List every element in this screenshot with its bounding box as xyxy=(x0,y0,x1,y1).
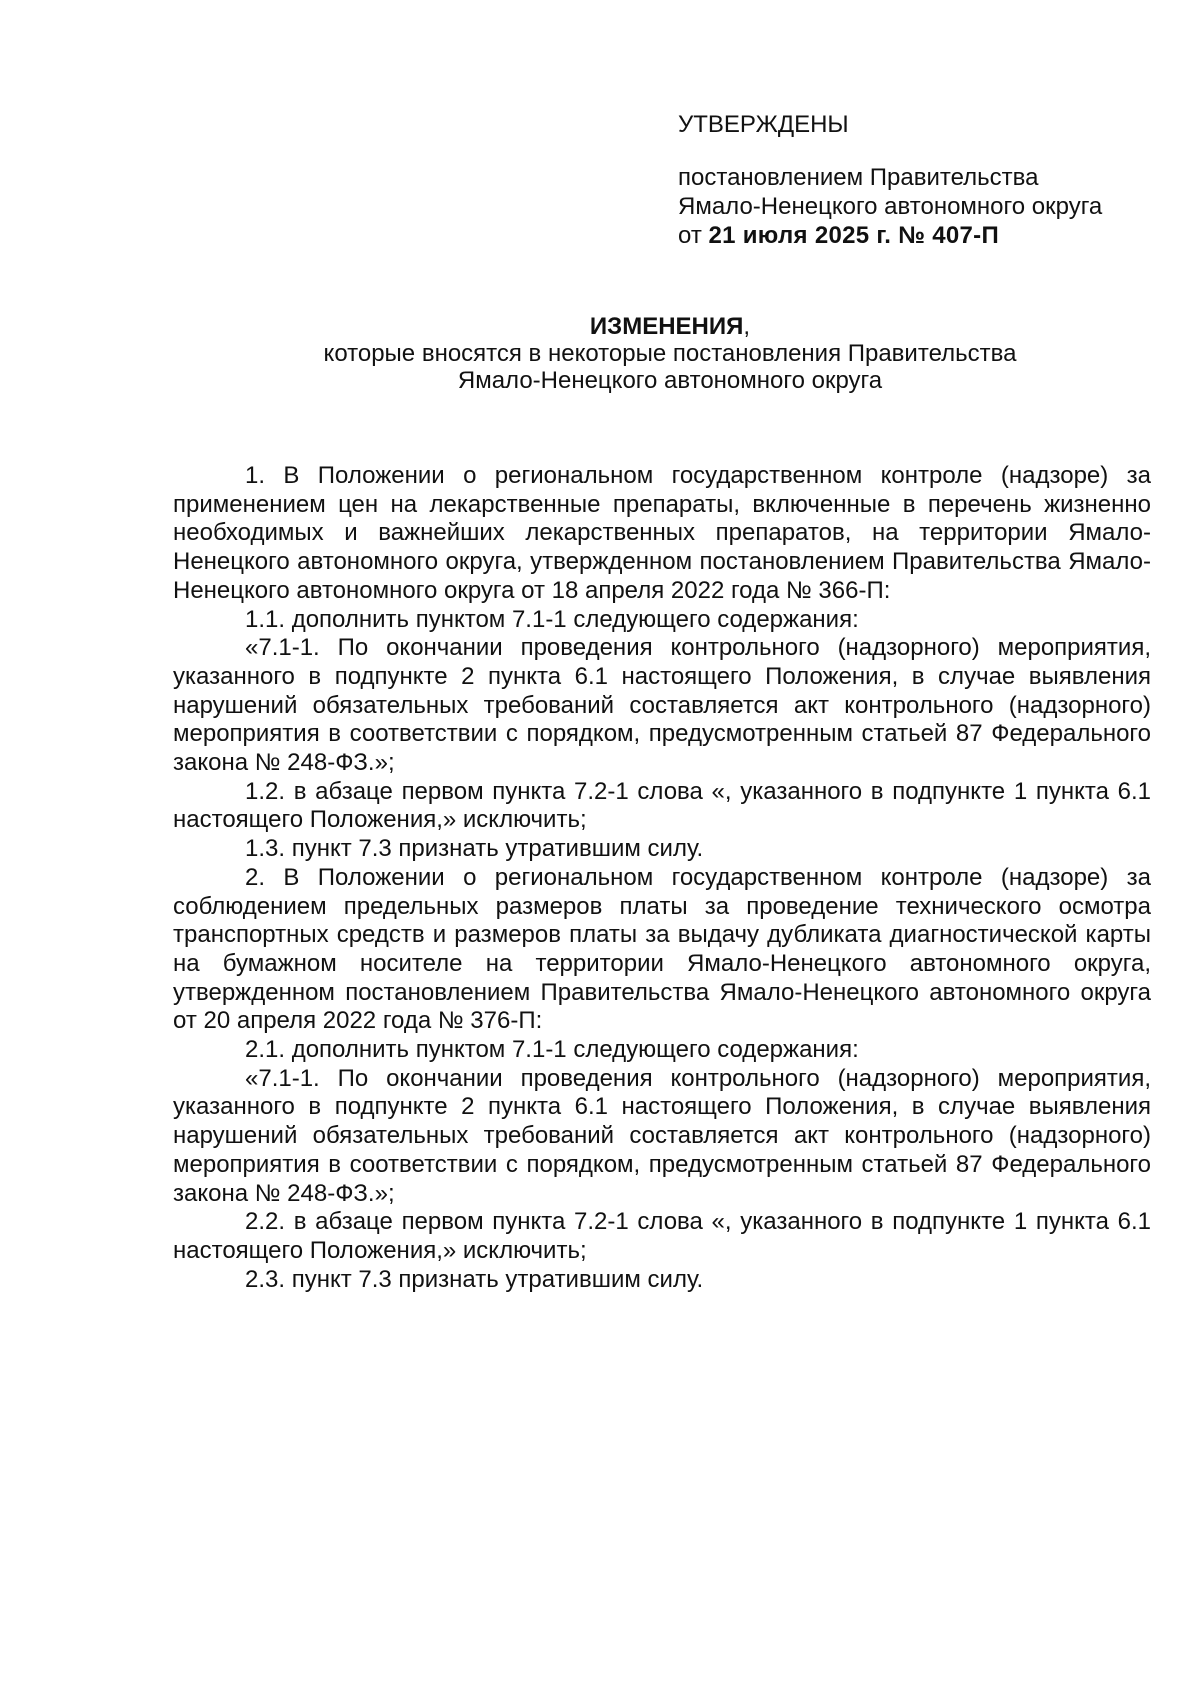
approval-date-prefix: от xyxy=(678,222,702,249)
paragraph-2: 2. В Положении о региональном государственном контроле (надзоре) за соблюдением предельных размеров платы за проведение технического осмотра транспортных средств и размеров платы за выдачу дубликата диагностической карты на бумажном носителе на территории Ямало-Ненецкого автономного округа, утвержденном постановлением Правительства Ямало-Ненецкого автономного округа от 20 апреля 2022 года № 376-П: xyxy=(173,863,1151,1035)
approval-date: 21 июля 2025 г. № 407-П xyxy=(708,222,1000,249)
paragraph-1-2: 1.2. в абзаце первом пункта 7.2-1 слова «, указанного в подпункте 1 пункта 6.1 настоящего Положения,» исключить; xyxy=(173,777,1151,834)
document-subtitle-line-1: которые вносятся в некоторые постановления Правительства xyxy=(323,340,1017,367)
paragraph-1-1-quote: «7.1-1. По окончании проведения контрольного (надзорного) мероприятия, указанного в подпункте 2 пункта 6.1 настоящего Положения, в случае выявления нарушений обязательных требований составляется акт контрольного (надзорного) мероприятия в соответствии с порядком, предусмотренным статьей 87 Федерального закона № 248-ФЗ.»; xyxy=(173,634,1151,777)
document-body xyxy=(173,462,1151,1294)
approval-heading: УТВЕРЖДЕНЫ xyxy=(678,111,849,138)
document-title-block xyxy=(150,313,1190,394)
paragraph-1-1: 1.1. дополнить пунктом 7.1-1 следующего содержания: xyxy=(245,605,859,633)
approval-line-2: Ямало-Ненецкого автономного округа xyxy=(678,193,1103,220)
document-title-row xyxy=(150,313,1190,340)
document-subtitle-line-2: Ямало-Ненецкого автономного округа xyxy=(457,367,883,394)
paragraph-2-3: 2.3. пункт 7.3 признать утратившим силу. xyxy=(245,1265,704,1293)
paragraph-2-2: 2.2. в абзаце первом пункта 7.2-1 слова «, указанного в подпункте 1 пункта 6.1 настоящего Положения,» исключить; xyxy=(173,1208,1151,1264)
paragraph-1-3: 1.3. пункт 7.3 признать утратившим силу. xyxy=(245,835,704,863)
paragraph-2-1: 2.1. дополнить пунктом 7.1-1 следующего содержания: xyxy=(245,1036,859,1064)
document-title: ИЗМЕНЕНИЯ xyxy=(589,313,744,340)
approval-line-1: постановлением Правительства xyxy=(678,164,1039,191)
paragraph-2-1-quote: «7.1-1. По окончании проведения контрольного (надзорного) мероприятия, указанного в подпункте 2 пункта 6.1 настоящего Положения, в случае выявления нарушений обязательных требований составляется акт контрольного (надзорного) мероприятия в соответствии с порядком, предусмотренным статьей 87 Федерального закона № 248-ФЗ.»; xyxy=(173,1064,1151,1207)
approval-block xyxy=(678,110,1178,250)
document-title-comma: , xyxy=(743,313,751,340)
approval-date-line xyxy=(678,221,1178,250)
paragraph-1: 1. В Положении о региональном государственном контроле (надзоре) за применением цен на лекарственные препараты, включенные в перечень жизненно необходимых и важнейших лекарственных препаратов, на территории Ямало-Ненецкого автономного округа, утвержденном постановлением Правительства Ямало-Ненецкого автономного округа от 18 апреля 2022 года № 366-П: xyxy=(173,462,1151,604)
